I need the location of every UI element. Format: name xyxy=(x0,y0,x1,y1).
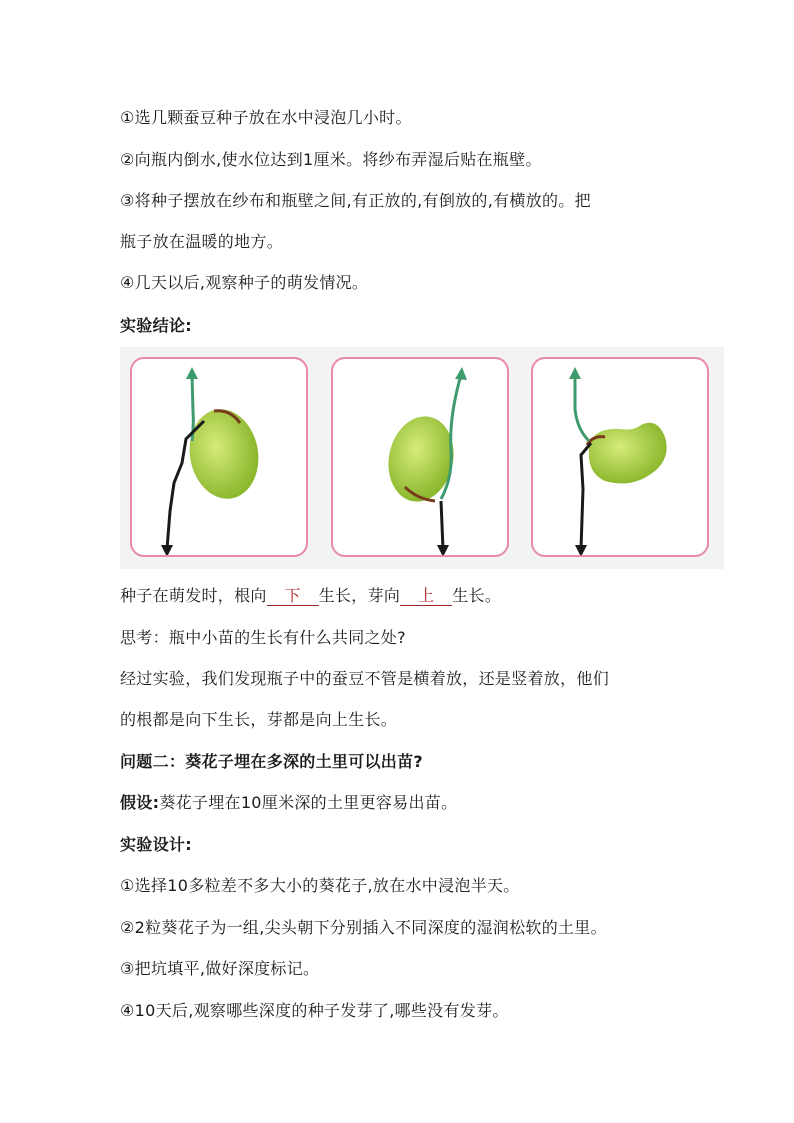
sentence-part2: 生长，芽向 xyxy=(318,586,401,605)
design-step-3: ③把坑填平,做好深度标记。 xyxy=(120,959,320,978)
root-line xyxy=(441,501,443,549)
blank-root-direction: 下 xyxy=(267,587,319,606)
blank-shoot-direction: 上 xyxy=(400,587,452,606)
conclusion-heading: 实验结论: xyxy=(120,316,192,335)
panel-seed-inverted xyxy=(331,357,509,557)
step-4-text: ④几天以后,观察种子的萌发情况。 xyxy=(120,273,369,292)
root-arrowhead xyxy=(437,545,449,557)
hypothesis xyxy=(120,793,457,813)
shoot-arrowhead xyxy=(455,367,467,380)
question-2-heading: 问题二：葵花子埋在多深的土里可以出苗? xyxy=(120,752,423,771)
step-2-text: ②向瓶内倒水,使水位达到1厘米。将纱布弄湿后贴在瓶壁。 xyxy=(120,150,542,169)
design-step-2: ②2粒葵花子为一组,尖头朝下分别插入不同深度的湿润松软的土里。 xyxy=(120,918,607,937)
shoot-arrowhead xyxy=(186,367,198,379)
shoot-line xyxy=(575,377,589,441)
hypothesis-text: 葵花子埋在10厘米深的土里更容易出苗。 xyxy=(159,793,458,812)
answer-line-1: 经过实验，我们发现瓶子中的蚕豆不管是横着放，还是竖着放，他们 xyxy=(120,669,610,688)
hypothesis-label: 假设: xyxy=(120,793,160,812)
step-1-text: ①选几颗蚕豆种子放在水中浸泡几小时。 xyxy=(120,108,412,127)
design-step-1: ①选择10多粒差不多大小的葵花子,放在水中浸泡半天。 xyxy=(120,876,520,895)
design-step-4: ④10天后,观察哪些深度的种子发芽了,哪些没有发芽。 xyxy=(120,1001,509,1020)
shoot-arrowhead xyxy=(569,367,581,379)
conclusion-sentence xyxy=(120,586,501,606)
root-arrowhead xyxy=(161,545,173,557)
design-heading: 实验设计: xyxy=(120,835,192,854)
panel-seed-upright xyxy=(130,357,308,557)
seed-shape xyxy=(381,410,461,507)
sentence-part3: 生长。 xyxy=(452,586,502,605)
seed-shape xyxy=(183,404,266,504)
root-arrowhead xyxy=(575,545,587,557)
answer-line-2: 的根都是向下生长，芽都是向上生长。 xyxy=(120,710,398,729)
step-3-continued-text: 瓶子放在温暖的地方。 xyxy=(120,232,284,251)
germination-figure xyxy=(120,347,724,569)
sentence-part1: 种子在萌发时，根向 xyxy=(120,586,267,605)
think-question: 思考：瓶中小苗的生长有什么共同之处? xyxy=(120,628,406,647)
step-3-text: ③将种子摆放在纱布和瓶壁之间,有正放的,有倒放的,有横放的。把 xyxy=(120,191,591,210)
seed-shape xyxy=(589,423,667,484)
panel-seed-horizontal xyxy=(531,357,709,557)
